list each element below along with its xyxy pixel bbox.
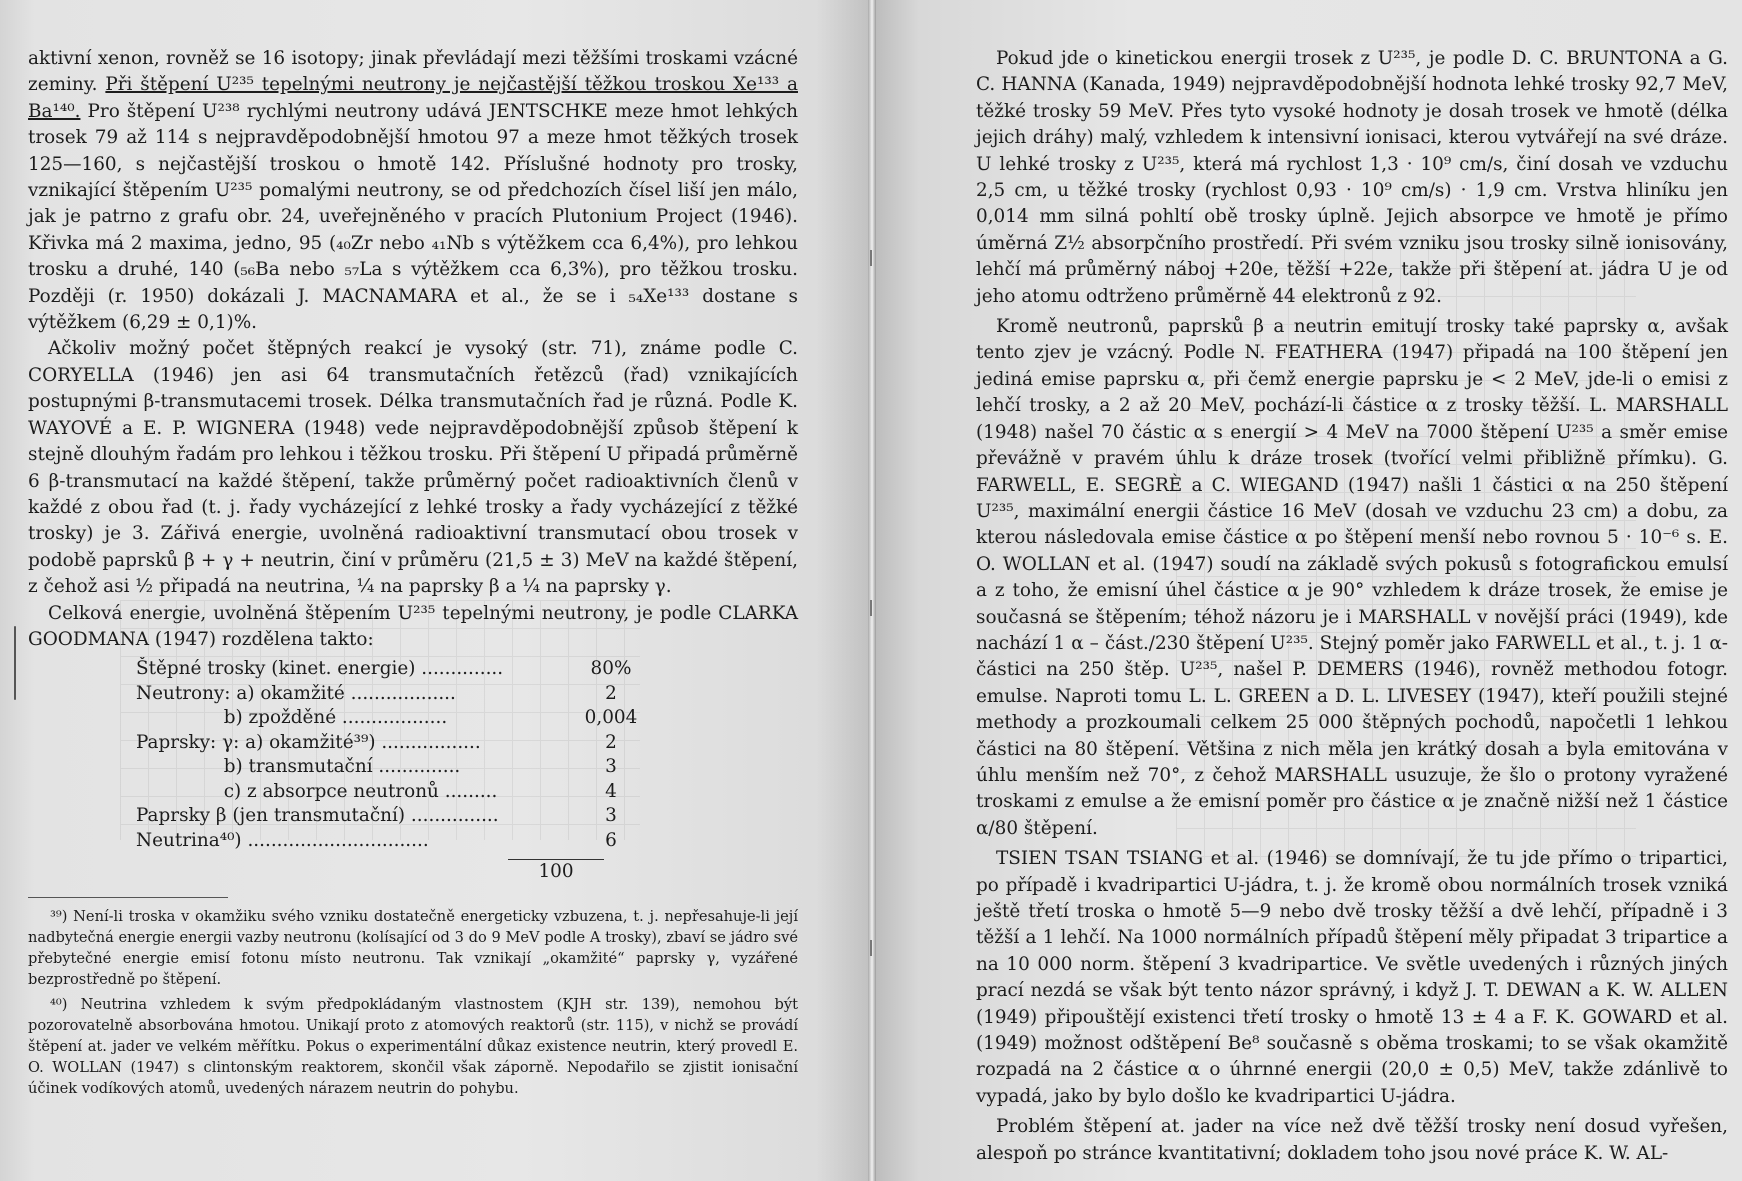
left-paragraph-2: Ačkoliv možný počet štěpných reakcí je vysoký (str. 71), známe podle C. CORYELLA (1946) jen asi 64 transmutačních řetězců (řad) vznikajících postupnými β-transmutacemi trosek. Délka transmutačních řad je různá. Podle K. WAYOVÉ a E. P. WIGNERA (1948) vede nejpravděpodobnější způsob štěpení k stejně dlouhým řadám pro lehkou i těžkou trosku. Při štěpení U připadá průměrně 6 β-transmutací na každé štěpení, takže průměrný počet radioaktivních členů v každé z obou řad (t. j. řady vycházející z lehké trosky a řady vycházející z těžké trosky) je 3. Zářivá energie, uvolněná radioaktivní transmutací obou trosek v podobě paprsků β + γ + neutrin, činí v průměru (21,5 ± 3) MeV na každé štěpení, z čehož asi ½ připadá na neutrina, ¼ na paprsky β a ¼ na paprsky γ.	[28, 338, 798, 598]
table-row: Štěpné trosky (kinet. energie) .............. 80%	[136, 658, 632, 680]
energy-table	[136, 657, 696, 885]
right-paragraph-2: Kromě neutronů, paprsků β a neutrin emitují trosky také paprsky α, avšak tento zjev je vzácný. Podle N. FEATHERA (1947) připadá na 100 štěpení jen jediná emise paprsku α, při čemž energie paprsku je < 2 MeV, jde-li o emisi z lehčí trosky, a 2 až 20 MeV, pochází-li částice α z trosky těžší. L. MARSHALL (1948) našel 70 částic α s energií > 4 MeV na 7000 štěpení U²³⁵ a směr emise převážně v pravém úhlu k dráze trosek (tvořící velmi přibližně přímku). G. FARWELL, E. SEGRÈ a C. WIEGAND (1947) našli 1 částici α na 250 štěpení U²³⁵, maximální energii částice 16 MeV (dosah ve vzduchu 23 cm) a dobu, za kterou následovala emise částice α po štěpení menší nebo rovnou 5 · 10⁻⁶ s. E. O. WOLLAN et al. (1947) soudí na základě svých pokusů s fotografickou emulsí a z toho, že emisní úhel částice α je 90° vzhledem k dráze trosek, že emise je současná se štěpením; téhož názoru je i MARSHALL v novější práci (1949), kde nachází 1 α – část./230 štěpení U²³⁵. Stejný poměr jako FARWELL et al., t. j. 1 α-částici na 250 štěp. U²³⁵, našel P. DEMERS (1946), rovněž methodou fotogr. emulse. Naproti tomu L. L. GREEN a D. L. LIVESEY (1947), kteří použili stejné methody a prozkoumali celkem 25 000 štěpných pochodů, napočetli 1 lehkou částici na 80 štěpení. Většina z nich měla jen krátký dosah a byla emitována v úhlu menším než 70°, z čehož MARSHALL usuzuje, že šlo o protony vyražené troskami z emulse a že emisní poměr pro částice α je značně nižší než 1 částice α/80 štěpení.	[976, 316, 1728, 839]
book-gutter	[868, 0, 876, 1181]
footnote-39: ³⁹) Není-li troska v okamžiku svého vzniku dostatečně energeticky vzbuzena, t. j. nepřesahuje-li její nadbytečná energie energii vazby neutronu (kolísající od 3 do 9 MeV podle A trosky), zbaví se jádro své přebytečné energie emisí fotonu místo neutronu. Tak vznikají „okamžité“ paprsky γ, vyzářené bezprostředně po štěpení.	[28, 907, 798, 988]
table-row: Paprsky: γ: a) okamžité³⁹) ................. 2	[136, 731, 617, 753]
right-paragraph-1: Pokud jde o kinetickou energii trosek z U²³⁵, je podle D. C. BRUNTONA a G. C. HANNA (Kanada, 1949) nejpravděpodobnější hodnota lehké trosky 92,7 MeV, těžké trosky 59 MeV. Přes tyto vysoké hodnoty je dosah trosek ve hmotě (délka jejich dráhy) malý, vzhledem k intensivní ionisaci, kterou vytvářejí na své dráze. U lehké trosky z U²³⁵, která má rychlost 1,3 · 10⁹ cm/s, činí dosah ve vzduchu 2,5 cm, u těžké trosky (rychlost 0,93 · 10⁹ cm/s) · 1,9 cm. Vrstva hliníku jen 0,014 mm silná pohltí obě trosky úplně. Jejich absorpce ve hmotě je přímo úměrná Z½ absorpčního prostředí. Při svém vzniku jsou trosky silně ionisovány, lehčí má průměrný náboj +20e, těžší +22e, takže při štěpení at. jádra U je od jeho atomu odtrženo průměrně 44 elektronů z 92.	[976, 48, 1728, 307]
table-row: Paprsky β (jen transmutační) ............... 3	[136, 805, 617, 827]
table-row: Neutrony: a) okamžité .................. 2	[136, 682, 617, 704]
binding-stitch	[870, 250, 872, 266]
table-row: b) zpožděné .................. 0,004	[136, 707, 638, 729]
margin-pencil-mark	[14, 626, 16, 700]
binding-stitch	[870, 940, 872, 956]
left-paragraph-3: Celková energie, uvolněná štěpením U²³⁵ tepelnými neutrony, je podle CLARKA GOODMANA (1947) rozdělena takto:	[28, 602, 798, 650]
underlined-sentence: Při štěpení U²³⁵ tepelnými neutrony je nejčastější těžkou troskou Xe¹³³ a Ba¹⁴⁰.	[28, 74, 798, 122]
footnote-40: ⁴⁰) Neutrina vzhledem k svým předpokládaným vlastnostem (KJH str. 139), nemohou být pozorovatelně absorbována hmotou. Unikají proto z atomových reaktorů (str. 115), v nichž se provádí štěpení at. jader ve velkém měřítku. Pokus o experimentální důkaz existence neutrin, který provedl E. O. WOLLAN (1947) s clintonským reaktorem, skončil však záporně. Nepodařilo se zjistit ionisační účinek vodíkových atomů, uvedených nárazem neutrin do pohybu.	[28, 995, 798, 1097]
left-page	[0, 0, 868, 1181]
footnote-rule	[28, 897, 228, 898]
binding-stitch	[870, 600, 872, 616]
table-total: 100	[508, 859, 604, 885]
table-row: b) transmutační .............. 3	[136, 756, 617, 778]
table-row: c) z absorpce neutronů ......... 4	[136, 780, 617, 802]
left-paragraph-1: aktivní xenon, rovněž se 16 isotopy; jinak převládají mezi těžšími troskami vzácné zeminy. Při štěpení U²³⁵ tepelnými neutrony je nejčastější těžkou troskou Xe¹³³ a Ba¹⁴⁰. Pro štěpení U²³⁸ rychlými neutrony udává JENTSCHKE meze hmot lehkých trosek 79 až 114 s nejpravděpodobnější hmotou 97 a meze hmot těžkých trosek 125—160, s nejčastější troskou o hmotě 142. Příslušné hodnoty pro trosky, vznikající štěpením U²³⁵ pomalými neutrony, se od předchozích čísel liší jen málo, jak je patrno z grafu obr. 24, uveřejněného v pracích Plutonium Project (1946). Křivka má 2 maxima, jedno, 95 (₄₀Zr nebo ₄₁Nb s výtěžkem cca 6,4%), pro lehkou trosku a druhé, 140 (₅₆Ba nebo ₅₇La s výtěžkem cca 6,3%), pro těžkou trosku. Později (r. 1950) dokázali J. MACNAMARA et al., že se i ₅₄Xe¹³³ dostane s výtěžkem (6,29 ± 0,1)%.	[28, 48, 798, 334]
right-page	[876, 0, 1742, 1181]
right-paragraph-4: Problém štěpení at. jader na více než dvě těžší trosky není dosud vyřešen, alespoň po stránce kvantitativní; dokladem toho jsou nové práce K. W. AL-	[976, 1116, 1728, 1164]
right-paragraph-3: TSIEN TSAN TSIANG et al. (1946) se domnívají, že tu jde přímo o tripartici, po případě i kvadripartici U-jádra, t. j. že kromě obou normálních trosek vzniká ještě třetí troska o hmotě 5—9 nebo dvě trosky těžší a dvě lehčí, případně i 3 těžší a 1 lehčí. Na 1000 normálních případů štěpení měly připadat 3 tripartice a na 10 000 norm. štěpení 3 kvadripartice. Ve světle uvedených i různých jiných prací nezdá se však být tento názor správný, i když J. T. DEWAN a K. W. ALLEN (1949) připouštějí existenci třetí trosky o hmotě 13 ± 4 a F. K. GOWARD et al. (1949) možnost odštěpení Be⁸ současně s oběma troskami; to se však okamžitě rozpadá na 2 částice α o úhrnné energii (20,0 ± 0,5) MeV, takže zdánlivě to vypadá, jako by bylo došlo ke kvadripartici U-jádra.	[976, 848, 1728, 1107]
table-row: Neutrina⁴⁰) ............................... 6	[136, 829, 617, 851]
